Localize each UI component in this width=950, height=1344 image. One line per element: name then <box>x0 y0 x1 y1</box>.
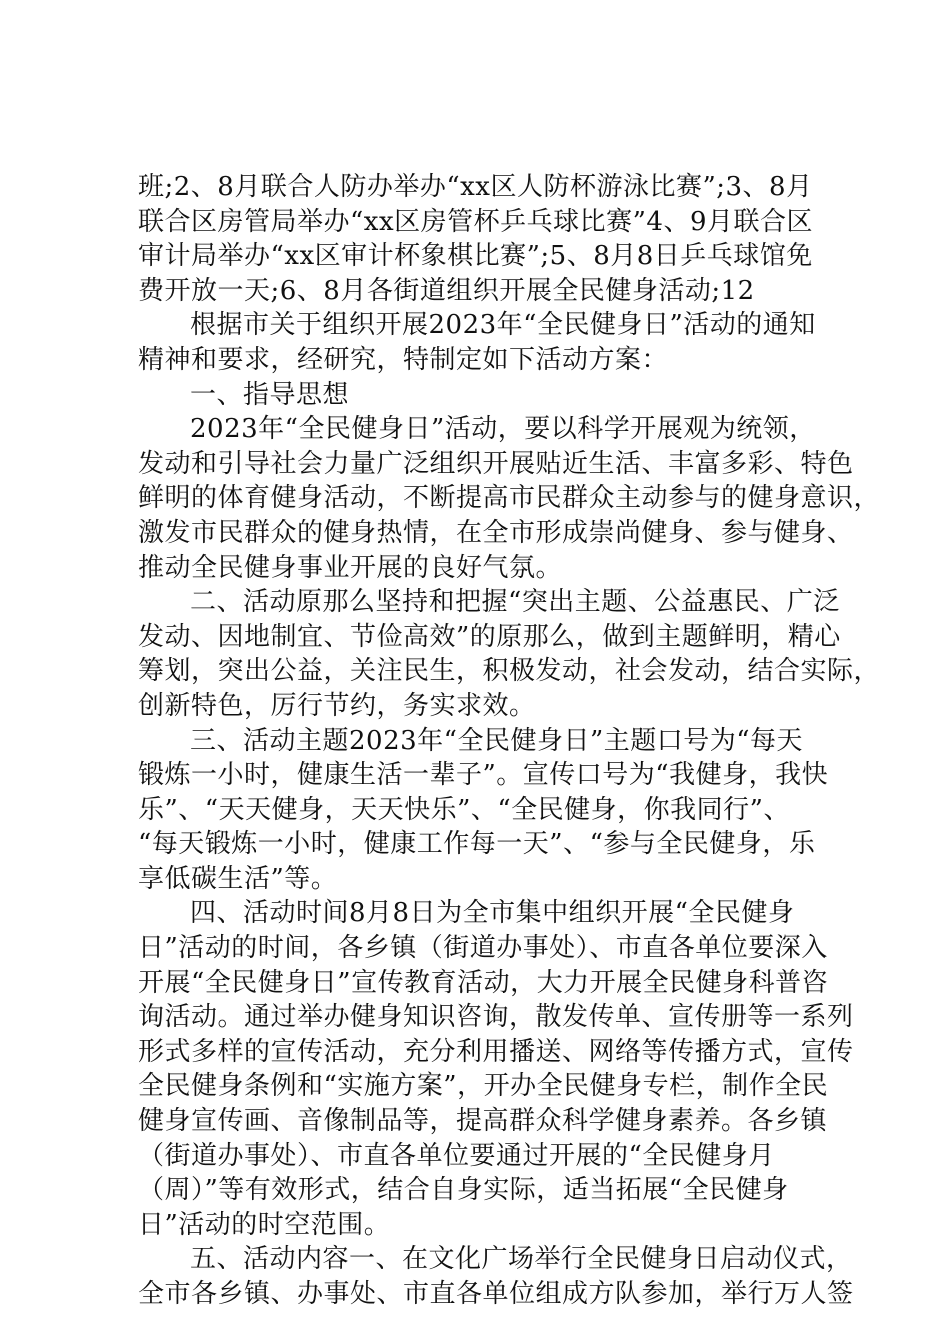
text-line: （周）”等有效形式，结合自身实际，适当拓展“全民健身 <box>138 1175 789 1206</box>
text-line: 询活动。通过举办健身知识咨询，散发传单、宣传册等一系列 <box>138 1002 854 1033</box>
section-heading: 一、指导思想 <box>190 379 350 410</box>
text-line: 鲜明的体育健身活动，不断提高市民群众主动参与的健身意识， <box>138 483 881 514</box>
text-line: 健身宣传画、音像制品等，提高群众科学健身素养。各乡镇 <box>138 1106 828 1137</box>
text-line: 乐”、“天天健身，天天快乐”、“全民健身，你我同行”、 <box>138 794 790 825</box>
text-line: 锻炼一小时，健康生活一辈子”。宣传口号为“我健身，我快 <box>138 760 829 791</box>
text-line: 推动全民健身事业开展的良好气氛。 <box>138 552 563 583</box>
text-line: 发动、因地制宜、节俭高效”的原那么，做到主题鲜明，精心 <box>138 621 841 652</box>
text-line: 全市各乡镇、办事处、市直各单位组成方队参加，举行万人签 <box>138 1279 854 1309</box>
text-line: 发动和引导社会力量广泛组织开展贴近生活、丰富多彩、特色 <box>138 448 854 479</box>
text-line: 审计局举办“xx区审计杯象棋比赛”;5、8月8日乒乓球馆免 <box>138 241 813 272</box>
text-line: 创新特色，厉行节约，务实求效。 <box>138 690 536 721</box>
text-line: （街道办事处）、市直各单位要通过开展的“全民健身月 <box>138 1140 775 1171</box>
text-line: 日”活动的时间，各乡镇（街道办事处）、市直各单位要深入 <box>138 933 828 964</box>
text-line: 形式多样的宣传活动，充分利用播送、网络等传播方式，宣传 <box>138 1036 854 1067</box>
text-line: 班;2、8月联合人防办举办“xx区人防杯游泳比赛”;3、8月 <box>138 172 813 202</box>
paragraph-start-line: 二、活动原那么坚持和把握“突出主题、公益惠民、广泛 <box>190 587 840 618</box>
text-line: 享低碳生活”等。 <box>138 863 338 894</box>
text-line: “每天锻炼一小时，健康工作每一天”、“参与全民健身，乐 <box>138 829 816 860</box>
text-line: 日”活动的时空范围。 <box>138 1209 391 1240</box>
document-body <box>138 170 881 1312</box>
text-line: 激发市民群众的健身热情，在全市形成崇尚健身、参与健身、 <box>138 517 854 548</box>
text-line: 筹划，突出公益，关注民生，积极发动，社会发动，结合实际， <box>138 656 881 687</box>
text-line: 开展“全民健身日”宣传教育活动，大力开展全民健身科普咨 <box>138 967 829 998</box>
text-line: 费开放一天;6、8月各街道组织开展全民健身活动;12 <box>138 275 755 306</box>
paragraph-start-line: 2023年“全民健身日”活动，要以科学开展观为统领， <box>190 414 816 445</box>
paragraph-start-line: 根据市关于组织开展2023年“全民健身日”活动的通知 <box>190 310 816 341</box>
paragraph-start-line: 四、活动时间8月8日为全市集中组织开展“全民健身 <box>190 898 795 929</box>
text-line: 联合区房管局举办“xx区房管杯乒乓球比赛”4、9月联合区 <box>138 206 813 237</box>
text-line: 全民健身条例和“实施方案”，开办全民健身专栏，制作全民 <box>138 1071 829 1102</box>
text-line: 精神和要求，经研究，特制定如下活动方案： <box>138 344 669 375</box>
paragraph-start-line: 三、活动主题2023年“全民健身日”主题口号为“每天 <box>190 725 804 756</box>
paragraph-start-line: 五、活动内容一、在文化广场举行全民健身日启动仪式， <box>190 1244 853 1275</box>
